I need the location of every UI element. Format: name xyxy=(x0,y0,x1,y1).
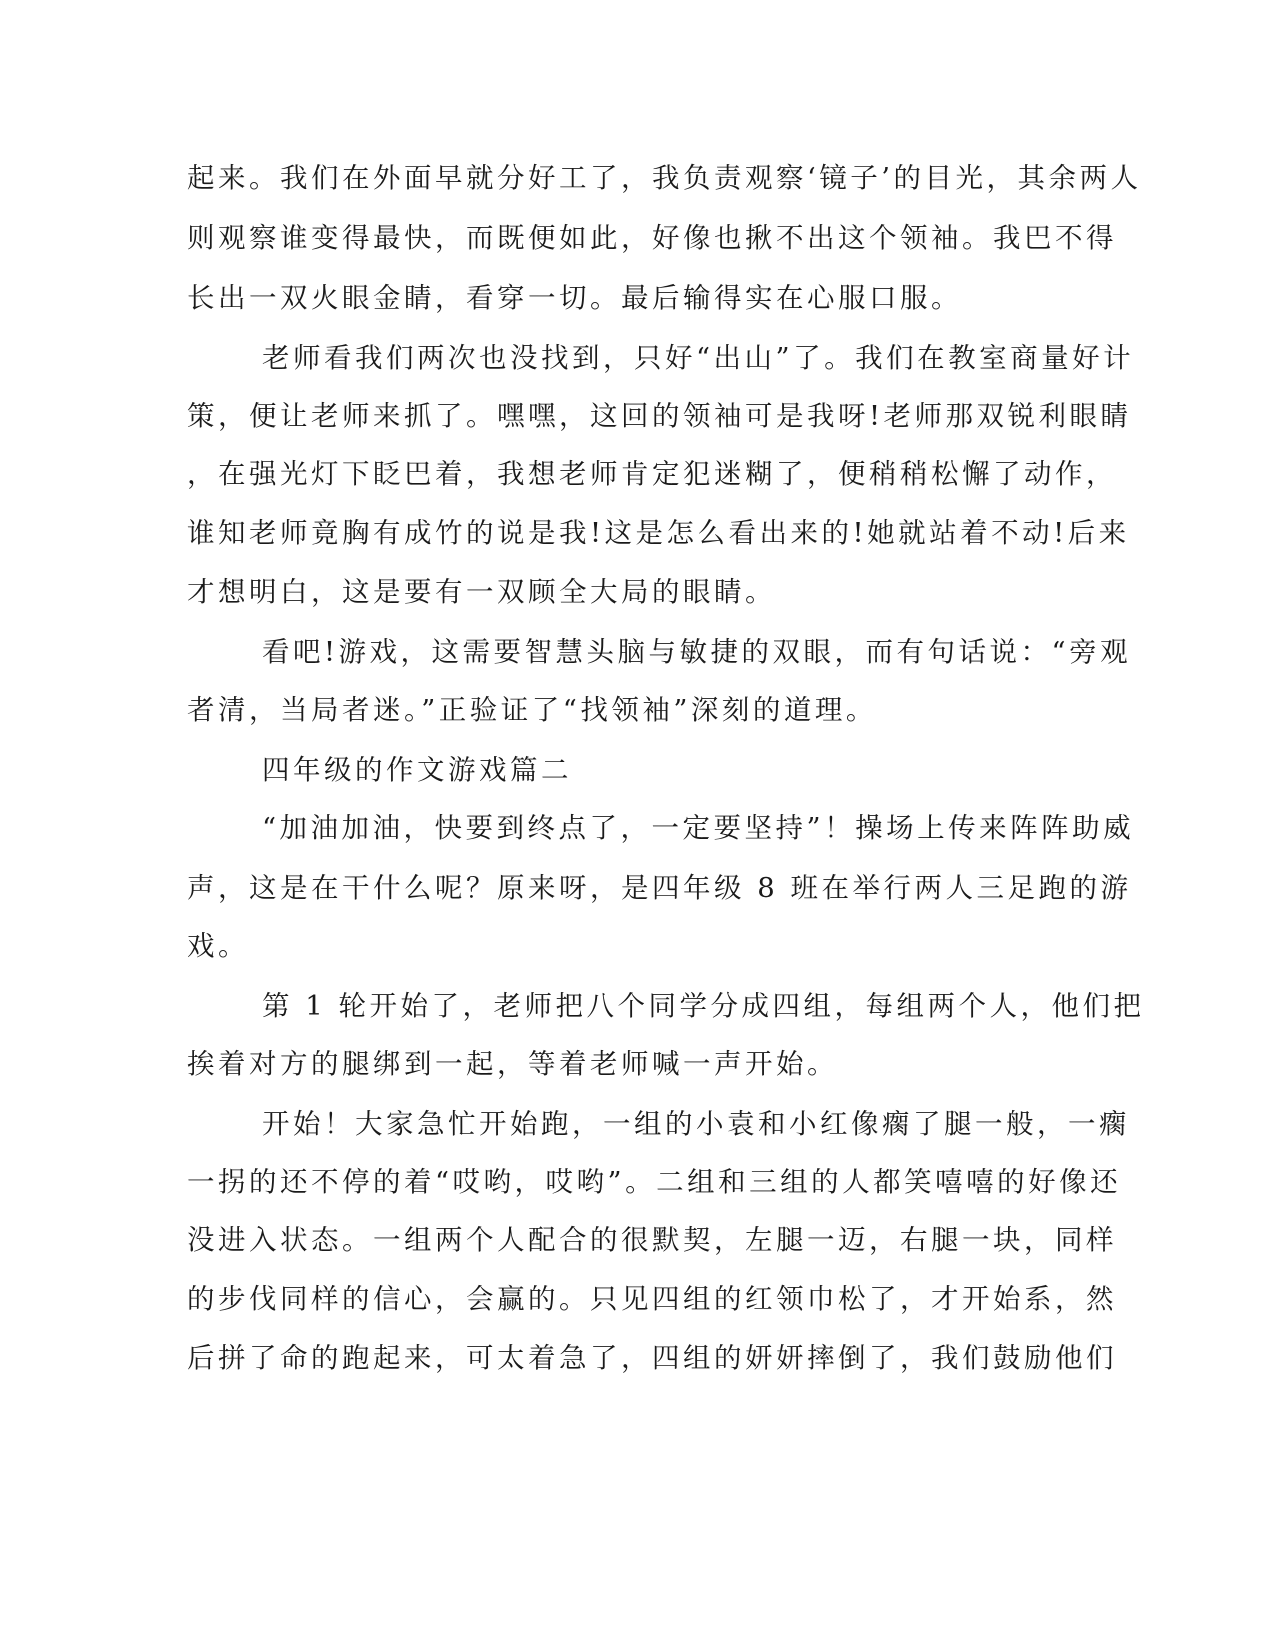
text-line: 的步伐同样的信心，会赢的。只见四组的红领巾松了，才开始系，然 xyxy=(187,1283,1117,1315)
text-line: 才想明白，这是要有一双顾全大局的眼睛。 xyxy=(187,576,776,608)
text-line: 一拐的还不停的着“哎哟，哎哟”。二组和三组的人都笑嘻嘻的好像还 xyxy=(187,1166,1122,1198)
text-line: 声，这是在干什么呢？原来呀，是四年级 8 班在举行两人三足跑的游 xyxy=(187,872,1132,904)
text-line: 挨着对方的腿绑到一起，等着老师喊一声开始。 xyxy=(187,1048,838,1080)
text-line: 长出一双火眼金睛，看穿一切。最后输得实在心服口服。 xyxy=(187,282,962,314)
text-line: 策，便让老师来抓了。嘿嘿，这回的领袖可是我呀!老师那双锐利眼睛 xyxy=(187,400,1132,432)
paragraph-start-line: 老师看我们两次也没找到，只好“出山”了。我们在教室商量好计 xyxy=(262,342,1135,374)
text-line: ，在强光灯下眨巴着，我想老师肯定犯迷糊了，便稍稍松懈了动作， xyxy=(187,458,1117,490)
paragraph-start-line: 第 1 轮开始了，老师把八个同学分成四组，每组两个人，他们把 xyxy=(262,990,1145,1022)
text-line: 起来。我们在外面早就分好工了，我负责观察‘镜子’的目光，其余两人 xyxy=(187,162,1142,194)
text-line: 者清，当局者迷。”正验证了“找领袖”深刻的道理。 xyxy=(187,694,877,726)
text-line: 没进入状态。一组两个人配合的很默契，左腿一迈，右腿一块，同样 xyxy=(187,1224,1117,1256)
text-line: 戏。 xyxy=(187,930,249,962)
text-line: 谁知老师竟胸有成竹的说是我!这是怎么看出来的!她就站着不动!后来 xyxy=(187,517,1130,549)
text-line: 则观察谁变得最快，而既便如此，好像也揪不出这个领袖。我巴不得 xyxy=(187,222,1117,254)
section-heading: 四年级的作文游戏篇二 xyxy=(262,754,572,786)
paragraph-start-line: “加油加油，快要到终点了，一定要坚持”！操场上传来阵阵助威 xyxy=(262,812,1135,844)
paragraph-start-line: 开始！大家急忙开始跑，一组的小袁和小红像瘸了腿一般，一瘸 xyxy=(262,1108,1130,1140)
text-line: 后拼了命的跑起来，可太着急了，四组的妍妍摔倒了，我们鼓励他们 xyxy=(187,1342,1117,1374)
paragraph-start-line: 看吧!游戏，这需要智慧头脑与敏捷的双眼，而有句话说：“旁观 xyxy=(262,636,1132,668)
